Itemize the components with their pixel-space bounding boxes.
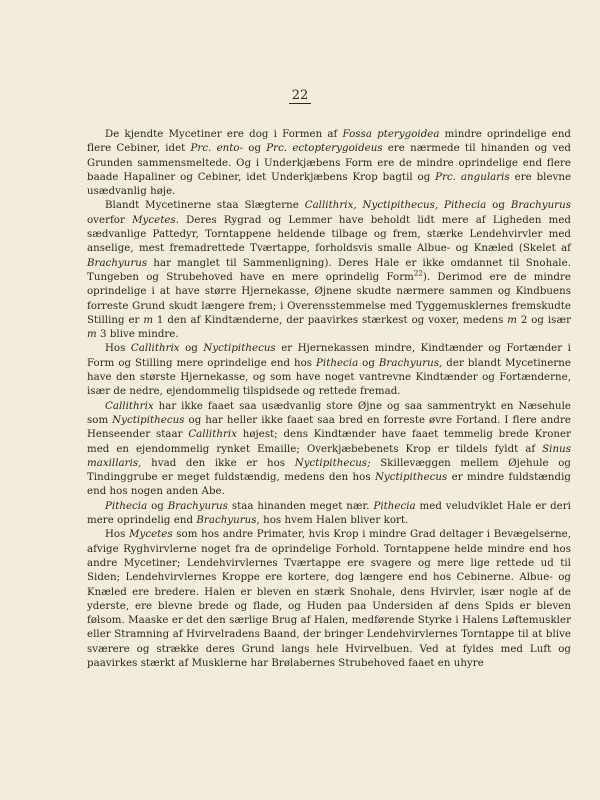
paragraph [87,128,571,199]
text-run: og [179,343,204,355]
italic-text: Pithecia [316,357,359,369]
text-run: er Hjernekassen mindre, Kindtænder og Fortænder i Form og Stilling mere oprindelige end hos [87,343,571,369]
text-run: De kjendte Mycetiner ere dog i Formen af [105,129,343,140]
text-run: Deres Rygrad og Lemmer have beholdt lidt mere af Ligheden med sædvanlige Pattedyr, Torntappene heldende tilbage og frem, stærke Lendehvirvler med anselige, mest fremadrettede Tværtappe, forholdsvis smalle Albue- og Knæled (Skelet af [87,214,571,255]
text-run: 3 blive mindre. [96,329,179,341]
italic-text: Callithrix, Nyctipithecus, Pithecia [304,200,487,212]
text-run: Hos [105,343,131,355]
text-run: og har heller ikke faaet saa bred en forreste øvre Fortand. I flere andre Henseender staar [87,414,571,441]
italic-text: Pithecia [373,500,416,512]
text-run: Skillevæggen mellem Øjehule og Tindinggrube er meget fuldstændig, medens den hos [87,457,571,484]
italic-text: Callithrix [188,429,237,441]
footnote-ref: 22 [413,269,423,278]
text-run: Hos [105,529,130,541]
page-number-rule [289,103,311,104]
italic-text: m [143,314,154,326]
italic-text: Sinus maxillaris, [87,443,571,469]
italic-text: Callithrix [130,343,180,355]
text-run: overfor [87,214,133,226]
text-run: 1 den af Kindtænderne, der paavirkes stærkest og voxer, medens [153,314,508,326]
italic-text: Pithecia [105,500,148,512]
italic-text: Fossa pterygoidea [342,129,440,140]
text-run: mindre oprindelige end flere Cebiner, idet [87,129,571,155]
text-run: og [243,143,267,155]
italic-text: Nyctipithecus [374,472,448,484]
text-run: og [147,500,168,512]
italic-text: Prc. angularis [435,171,510,183]
text-run: ). Derimod ere de mindre oprindelige i at have større Hjernekasse, Øjnene skudte nærmere sammen og Kindbuens forreste Grund skudt længere frem; i Overensstemmelse med Tyggemusklernes fremskudte Stilling er [87,271,571,326]
italic-text: Prc. ectopterygoideus [266,143,383,155]
italic-text: Brachyurus [510,200,571,212]
text-run: har manglet til Sammenligning). Deres Hale er ikke omdannet til Snohale. Tungeben og Strubehoved have en mere oprindelig Form [87,257,571,283]
italic-text: m [87,329,97,341]
text-run: er mindre fuldstændig end hos nogen anden Abe. [87,472,571,498]
italic-text: Nyctipithecus [203,343,276,355]
italic-text: Mycetes [129,529,173,541]
body-text [87,128,571,671]
text-run: som hos andre Primater, hvis Krop i mindre Grad deltager i Bevægelserne, afvige Ryghvirvlerne noget fra de oprindelige Forhold. Torntappene helde mindre end hos andre Mycetiner; Lendehvirvlernes Tværtappe ere svagere og mere lige rettede ud til Siden; Lendehvirvlernes Kroppe ere kortere, dog længere end hos Cebinerne. Albue- og Knæled ere bredere. Halen er bleven en stærk Snohale, dens Hvirvler, især nogle af de yderste, ere blevne brede og flade, og Huden paa Undersiden af dens Spids er bleven følsom. Maaske er det den særlige Brug af Halen, medførende Styrke i Halens Løftemuskler eller Stramning af Hvirvelradens Baand, der bringer Lendehvirvlernes Torntappe til at blive sværere og strække deres Grund langs hele Hvirvelbuen. Ved at fyldes med Luft og paavirkes stærkt af Musklerne har Brølabernes Strubehoved faaet en uhyre [87,529,571,669]
text-run: ere nærmede til hinanden og ved Grunden sammensmeltede. Og i Underkjæbens Form ere de mindre oprindelige end flere baade Hapaliner og Cebiner, idet Underkjæbens Krop bagtil og [87,143,571,183]
italic-text: m [507,314,517,326]
italic-text: Nyctipithecus; [294,457,371,469]
text-run: ere blevne usædvanlig høje. [87,171,572,198]
text-run: der blandt Mycetinerne have den største Hjernekasse, og som have noget vantrevne Kindtænder og Fortænderne, især de nedre, ejendommelig tilspidsede og rettede fremad. [87,357,571,398]
text-run: 2 og især [516,314,571,326]
page-number: 22 [291,88,309,103]
text-run: hvad den ikke er hos [141,457,295,469]
text-run: hos hvem Halen bliver kort. [259,515,409,527]
italic-text: Brachyurus, [196,515,260,527]
paragraph [87,500,571,529]
text-run: og [486,200,511,212]
text-run: med veludviklet Hale er deri mere oprindelig end [87,500,571,527]
text-run: højest; dens Kindtænder have faaet temmelig brede Kroner med en ejendommelig rynket Emaille; Overkjæbebenets Krop er tildels fyldt af [87,429,571,455]
italic-text: Brachyurus [167,500,228,512]
italic-text: Nyctipithecus [112,414,185,426]
paragraph [87,342,571,399]
paragraph [87,199,571,342]
paragraph [87,528,571,671]
italic-text: Prc. ento- [190,143,244,155]
paragraph [87,400,571,500]
text-run: har ikke faaet saa usædvanlig store Øjne og saa sammentrykt en Næsehule som [87,400,571,426]
text-run: Blandt Mycetinerne staa Slægterne [105,200,305,212]
italic-text: Mycetes. [132,214,179,226]
text-run: og [358,357,379,369]
text-run: staa hinanden meget nær. [227,500,374,512]
italic-text: Brachyurus, [378,357,443,369]
italic-text: Brachyurus [87,257,148,269]
italic-text: Callithrix [105,400,154,412]
